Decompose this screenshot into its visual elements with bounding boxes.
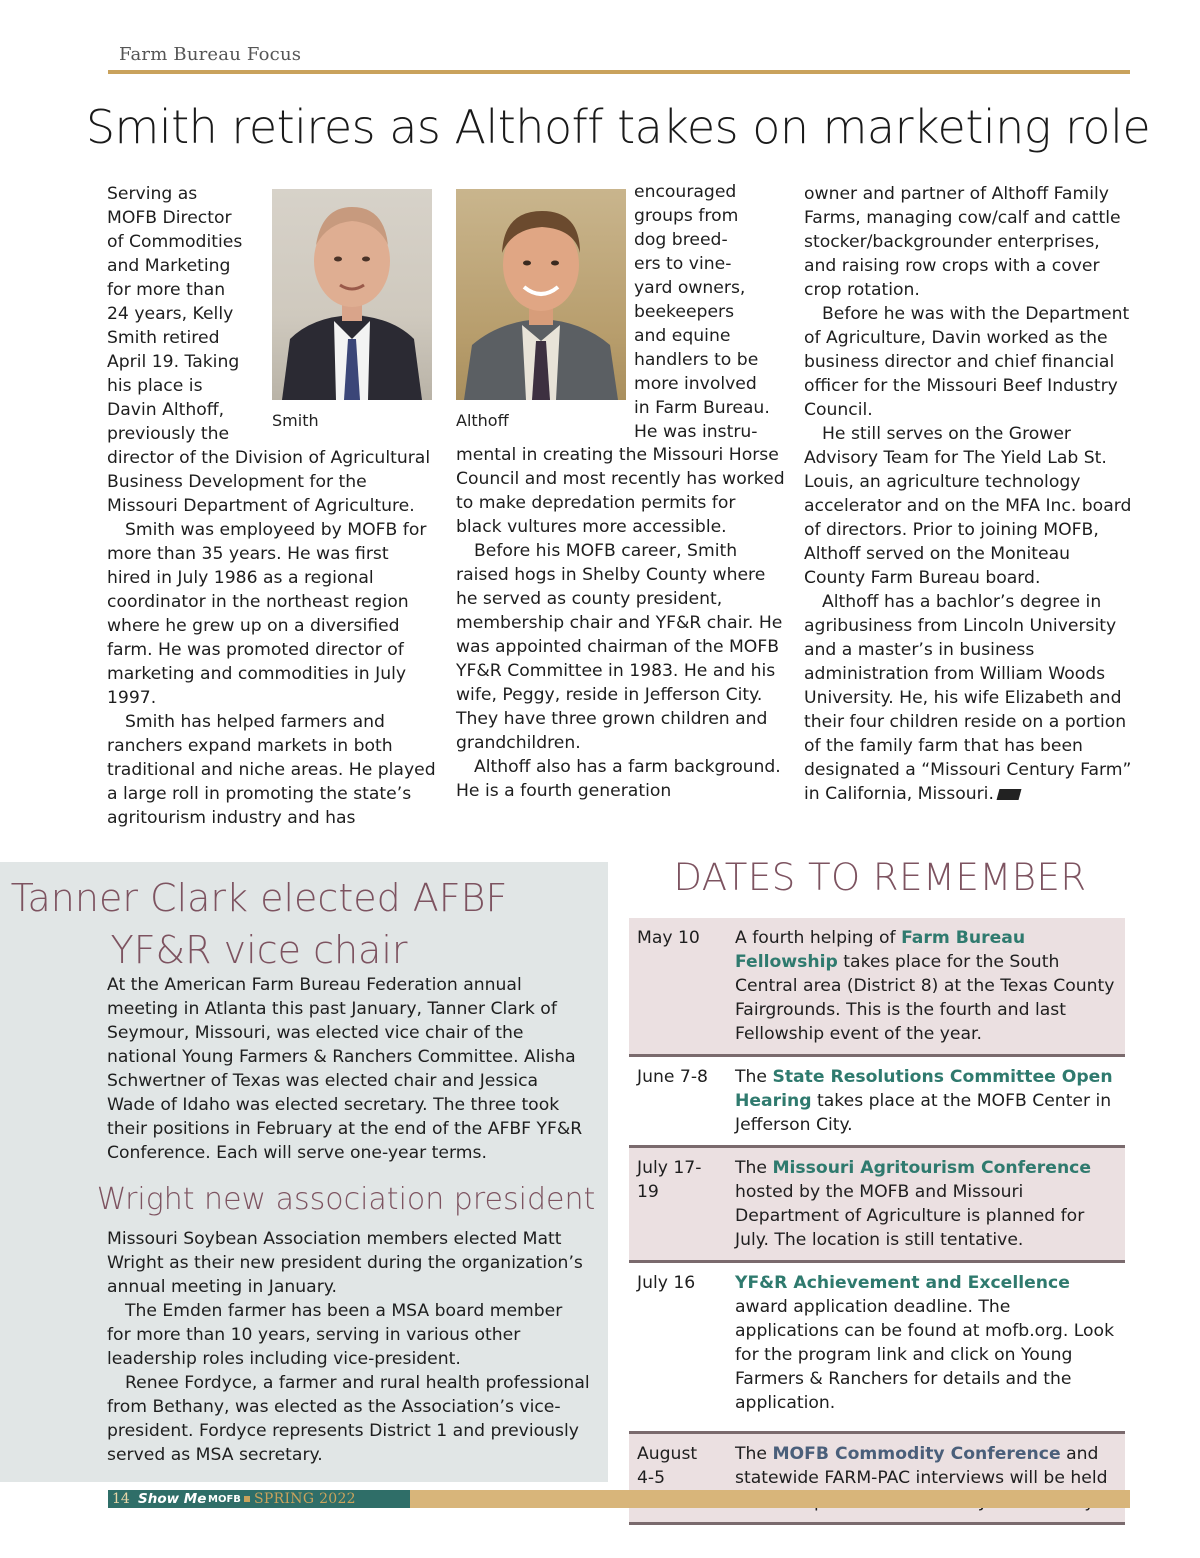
sidebar-story-1 (107, 973, 591, 1165)
sidebar-subtitle: Wright new association president (96, 1182, 596, 1217)
text-line: in Farm Bureau. (634, 398, 770, 418)
article-column-2 (456, 443, 786, 803)
text-line: ers to vine- (634, 254, 732, 274)
section-label: Farm Bureau Focus (119, 44, 302, 65)
paragraph: Althoff also has a farm background. He is a fourth generation (456, 757, 781, 801)
date-description (735, 1148, 1125, 1260)
paragraph: Renee Fordyce, a farmer and rural health professional from Bethany, was elected as the Association’s vice-president. Fordyce represents District 1 and previously served as MSA secretary. (107, 1373, 590, 1465)
headline: Smith retires as Althoff takes on marketing role (85, 100, 1151, 154)
paragraph: Before his MOFB career, Smith raised hogs in Shelby County where he served as county president, membership chair and YF&R chair. He was appointed chairman of the MOFB YF&R Committee in 1983. He and his wife, Peggy, reside in Jefferson City. They have three grown children and grandchildren. (456, 541, 783, 753)
smith-caption: Smith (272, 411, 319, 430)
text-span: takes place at the MOFB Center in Jefferson City. (735, 1091, 1112, 1135)
text-line: groups from (634, 206, 739, 226)
page-number: 14 (112, 1491, 130, 1507)
event-name: MOFB Commodity Conference (772, 1444, 1061, 1464)
paragraph: Smith has helped farmers and ranchers expand markets in both traditional and niche areas. He played a large roll in promoting the state’s agritourism industry and has (107, 712, 436, 828)
date-label: July 16 (637, 1273, 696, 1293)
text-line: and equine (634, 326, 731, 346)
text-line: for more than (107, 280, 226, 300)
issue-label: SPRING 2022 (254, 1491, 356, 1507)
paragraph: owner and partner of Althoff Family Farms, managing cow/calf and cattle stocker/backgrounder enterprises, and raising row crops with a cover crop rotation. (804, 184, 1121, 300)
event-name: Farm Bureau Fellowship (735, 928, 1026, 972)
text-line: encouraged (634, 182, 737, 202)
text-line: his place is (107, 376, 203, 396)
dates-row (629, 918, 1125, 1054)
text-line: He was instru- (634, 422, 758, 442)
date-description (735, 1263, 1125, 1431)
date-description (735, 1057, 1125, 1145)
text-line: MOFB Director (107, 208, 232, 228)
date-description (735, 1434, 1125, 1522)
paragraph: Before he was with the Department of Agriculture, Davin worked as the business director and chief financial officer for the Missouri Beef Industry Council. (804, 304, 1130, 420)
text-line: Smith retired (107, 328, 220, 348)
althoff-caption: Althoff (456, 411, 509, 430)
dates-row (629, 1263, 1125, 1431)
text-line: Serving as (107, 184, 198, 204)
dates-row (629, 1148, 1125, 1260)
text-line: Davin Althoff, (107, 400, 225, 420)
date-label: May 10 (637, 928, 700, 948)
text-span: A fourth helping of (735, 928, 902, 948)
row-divider (629, 1522, 1125, 1525)
text-span: award application deadline. The applications can be found at mofb.org. Look for the program link and click on Young Farmers & Ranchers for details and the application. (735, 1297, 1115, 1413)
text-span: The (735, 1067, 773, 1087)
footer-bar (410, 1490, 1130, 1508)
dates-row (629, 1057, 1125, 1145)
text-span: takes place for the South Central area (District 8) at the Texas County Fairgrounds. This is the fourth and last Fellowship event of the year. (735, 952, 1115, 1044)
date-label: July 17-19 (637, 1158, 702, 1202)
date-label: August 4-5 (637, 1444, 698, 1488)
text-span: and statewide FARM-PAC interviews will be held (735, 1444, 1108, 1488)
event-name: State Resolutions Committee Open Hearing (735, 1067, 1113, 1111)
paragraph: Missouri Soybean Association members elected Matt Wright as their new president during the organization’s annual meeting in January. (107, 1229, 583, 1297)
publication-org: MOFB (208, 1494, 241, 1505)
text-span: hosted by the MOFB and Missouri Department of Agriculture is planned for July. The location is still tentative. (735, 1182, 1085, 1250)
col1-wrap (107, 182, 267, 446)
text-line: more involved (634, 374, 757, 394)
paragraph: mental in creating the Missouri Horse Council and most recently has worked to make depredation permits for black vultures more accessible. (456, 445, 785, 537)
header-rule (108, 70, 1130, 74)
text-line: and Marketing (107, 256, 231, 276)
text-line: of Commodities (107, 232, 243, 252)
sidebar-title-line: Tanner Clark elected AFBF (10, 876, 508, 920)
dates-table (629, 918, 1125, 1525)
althoff-photo (456, 189, 626, 400)
date-description (735, 918, 1125, 1054)
publication-brand: Show Me (138, 1491, 207, 1507)
date-label: June 7-8 (637, 1067, 708, 1087)
paragraph: He still serves on the Grower Advisory Team for The Yield Lab St. Louis, an agriculture technology accelerator and on the MFA Inc. board of directors. Prior to joining MOFB, Althoff served on the Moniteau County Farm Bureau board. (804, 424, 1132, 588)
paragraph: director of the Division of Agricultural Business Development for the Missouri Department of Agriculture. (107, 448, 431, 516)
smith-photo (272, 189, 432, 400)
col2-wrap (634, 180, 784, 444)
text-line: previously the (107, 424, 230, 444)
text-line: 24 years, Kelly (107, 304, 234, 324)
dates-row (629, 1434, 1125, 1522)
dates-title: DATES TO REMEMBER (673, 856, 1087, 899)
event-name: YF&R Achievement and Excellence (735, 1273, 1070, 1293)
text-span: The (735, 1444, 773, 1464)
event-name: Missouri Agritourism Conference (772, 1158, 1092, 1178)
text-line: dog breed- (634, 230, 728, 250)
sidebar-title (0, 872, 690, 976)
paragraph: The Emden farmer has been a MSA board member for more than 10 years, serving in various other leadership roles including vice-president. (107, 1301, 563, 1369)
sidebar-title-line: YF&R vice chair (110, 928, 408, 972)
farm-bureau-logo-icon (996, 789, 1021, 800)
sidebar-story-2 (107, 1227, 591, 1467)
article-column-3 (804, 182, 1134, 806)
paragraph: Althoff has a bachlor’s degree in agribusiness from Lincoln University and a master’s in business administration from William Woods University. He, his wife Elizabeth and their four children reside on a portion of the family farm that has been designated a “Missouri Century Farm” in California, Missouri. (804, 592, 1132, 804)
text-span: The (735, 1158, 773, 1178)
text-line: April 19. Taking (107, 352, 240, 372)
separator-square-icon (244, 1496, 250, 1502)
text-line: handlers to be (634, 350, 759, 370)
article-column-1 (107, 446, 437, 830)
paragraph-with-end-mark (804, 590, 1134, 806)
text-line: beekeepers (634, 302, 735, 322)
text-line: yard owners, (634, 278, 746, 298)
paragraph: At the American Farm Bureau Federation annual meeting in Atlanta this past January, Tanner Clark of Seymour, Missouri, was elected vice chair of the national Young Farmers & Ranchers Committee. Alisha Schwertner of Texas was elected chair and Jessica Wade of Idaho was elected secretary. The three took their positions in February at the end of the AFBF YF&R Conference. Each will serve one-year terms. (107, 975, 583, 1163)
paragraph: Smith was employeed by MOFB for more than 35 years. He was first hired in July 1986 as a regional coordinator in the northeast region where he grew up on a diversified farm. He was promoted director of marketing and commodities in July 1997. (107, 520, 427, 708)
